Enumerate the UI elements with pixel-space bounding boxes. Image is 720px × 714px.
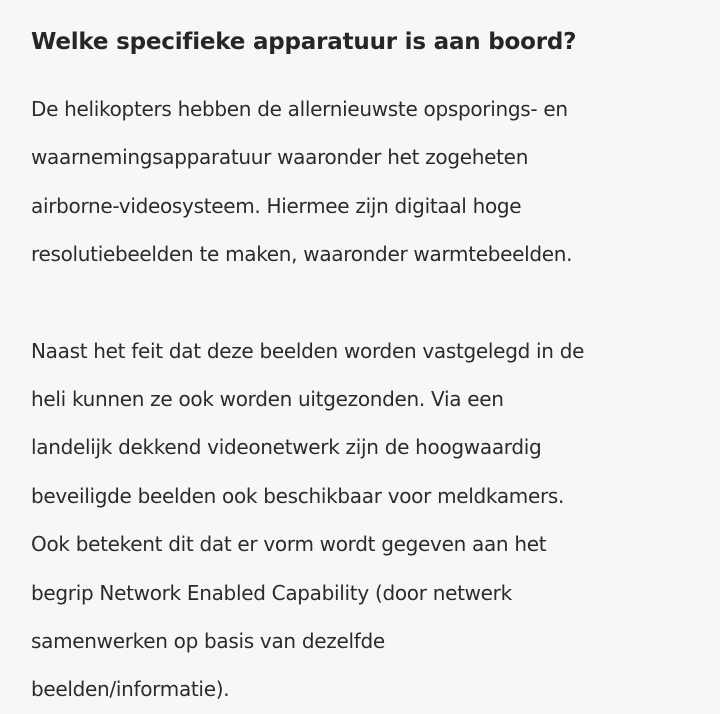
article <box>31 22 711 714</box>
paragraph-line: samenwerken op basis van dezelfde <box>31 629 385 654</box>
paragraph-line: airborne-videosysteem. Hiermee zijn digitaal hoge <box>31 193 522 218</box>
paragraph-line: beelden/informatie). <box>31 677 230 702</box>
paragraph-line: begrip Network Enabled Capability (door netwerk <box>31 580 512 605</box>
paragraph <box>31 327 711 714</box>
paragraph-line: heli kunnen ze ook worden uitgezonden. Via een <box>31 387 504 412</box>
paragraph-line: Ook betekent dit dat er vorm wordt gegeven aan het <box>31 532 547 557</box>
paragraph-line: Naast het feit dat deze beelden worden vastgelegd in de <box>31 338 585 363</box>
paragraph <box>31 85 711 279</box>
paragraph-line: De helikopters hebben de allernieuwste opsporings- en <box>31 97 568 121</box>
paragraph-line: resolutiebeelden te maken, waaronder warmtebeelden. <box>31 242 573 267</box>
paragraph-line: beveiligde beelden ook beschikbaar voor meldkamers. <box>31 483 565 508</box>
paragraph-line: waarnemingsapparatuur waaronder het zogeheten <box>31 145 529 170</box>
paragraph-line: landelijk dekkend videonetwerk zijn de hoogwaardig <box>31 435 542 460</box>
article-heading: Welke specifieke apparatuur is aan boord? <box>31 29 577 55</box>
